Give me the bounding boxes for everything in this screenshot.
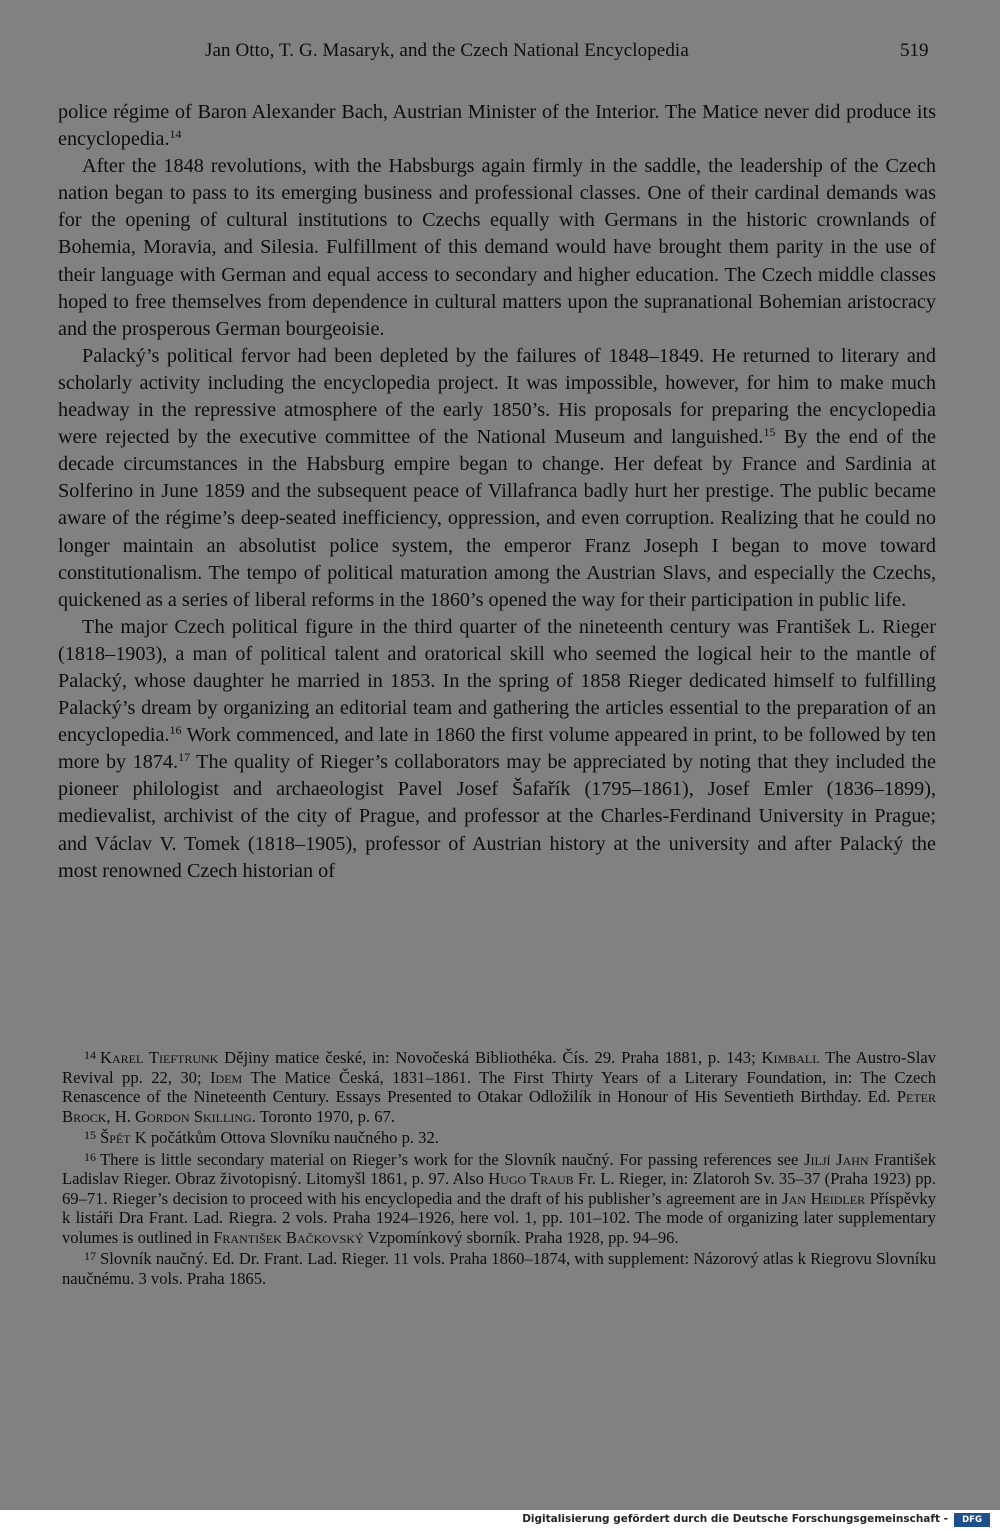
author-name: Špét <box>100 1128 131 1147</box>
footnote-text: Příspěvky k listáři Dra Frant. Lad. Riegra. 2 vols. Praha 1924–1926, here vol. 1, pp. 101–102. The mode of organizing later supplementary volumes is outlined in <box>62 1188 936 1247</box>
author-name: Jiljí Jahn <box>804 1149 869 1169</box>
footnote-text: Fr. L. Rieger, in: Zlatoroh Sv. 35–37 (Praha 1923) pp. 69–71. Rieger’s decision to proceed with his encyclopedia and the draft of his publisher’s agreement are in <box>62 1169 936 1208</box>
footnote-ref: 15 <box>763 425 776 440</box>
footnote-text: František Ladislav Rieger. Obraz životopisný. Litomyšl 1861, p. 97. Also <box>62 1149 936 1188</box>
author-name: Jan Heidler <box>782 1188 866 1208</box>
author-name: Peter Brock, H. Gordon Skilling <box>62 1087 936 1126</box>
footnote-text: There is little secondary material on Rieger’s work for the Slovník naučný. For passing references see <box>100 1149 805 1169</box>
footnote-15 <box>62 1126 936 1148</box>
footnote-16 <box>62 1148 936 1248</box>
paragraph <box>58 99 936 153</box>
footnote-text: The Matice Česká, 1831–1861. The First Thirty Years of a Literary Foundation, in: The Czech Renascence of the Nineteenth Century. Essays Presented to Otakar Odložilík in Honour of His Seventieth Birthday. Ed. <box>62 1067 936 1106</box>
footnote-number: 16 <box>84 1149 96 1164</box>
author-name: Kimball <box>761 1048 820 1067</box>
main-text <box>58 99 936 885</box>
footnote-text: Vzpomínkový sborník. Praha 1928, pp. 94–96. <box>363 1227 679 1247</box>
paragraph-text: The major Czech political figure in the third quarter of the nineteenth century was František L. Rieger (1818–1903), a man of political talent and oratorical skill who seemed the logical heir to the mantle of Palacký, whose daughter he married in 1853. In the spring of 1858 Rieger dedicated himself to fulfilling Palacký’s dream by organizing an editorial team and gathering the articles essential to the preparation of an encyclopedia. <box>58 615 936 747</box>
footnote-ref: 17 <box>178 750 191 765</box>
paragraph <box>58 614 936 885</box>
paragraph-text: The quality of Rieger’s collaborators may be appreciated by noting that they included the pioneer philologist and archaeologist Pavel Josef Šafařík (1795–1861), Josef Emler (1836–1899), medievalist, archivist of the city of Prague, and professor at the Charles-Ferdinand University in Prague; and Václav V. Tomek (1818–1905), professor of Austrian history at the university and after Palacký the most renowned Czech historian of <box>58 751 936 882</box>
paragraph-text: By the end of the decade circumstances in the Habsburg empire began to change. Her defeat by France and Sardinia at Solferino in June 1859 and the subsequent peace of Villafranca badly hurt her prestige. The public became aware of the régime’s deep-seated inefficiency, oppression, and even corruption. Realizing that he could no longer maintain an absolutist police system, the emperor Franz Joseph I began to move toward constitutionalism. The tempo of political maturation among the Austrian Slavs, and especially the Czechs, quickened as a series of liberal reforms in the 1860’s opened the way for their participation in public life. <box>58 426 937 611</box>
paragraph-text: police régime of Baron Alexander Bach, Austrian Minister of the Interior. The Matice never did produce its encyclopedia. <box>58 101 936 151</box>
page-number: 519 <box>900 40 929 61</box>
footnotes <box>62 1046 936 1288</box>
footnote-ref: 14 <box>169 127 182 142</box>
footnote-number: 14 <box>84 1048 96 1062</box>
footnote-text: Dějiny matice české, in: Novočeská Bibliothéka. Čís. 29. Praha 1881, p. 143; <box>218 1048 762 1067</box>
paragraph <box>58 343 936 614</box>
paragraph-text: Work commenced, and late in 1860 the first volume appeared in print, to be followed by ten more by 1874. <box>58 724 936 774</box>
author-name: Hugo Traub <box>488 1169 574 1188</box>
digitization-credit: Digitalisierung gefördert durch die Deutsche Forschungsgemeinschaft - <box>522 1513 948 1525</box>
footnote-text: The Austro-Slav Revival pp. 22, 30; <box>62 1048 936 1087</box>
footnote-14 <box>62 1046 936 1126</box>
footnote-number: 15 <box>84 1128 96 1142</box>
paragraph-text: Palacký’s political fervor had been depleted by the failures of 1848–1849. He returned to literary and scholarly activity including the encyclopedia project. It was impossible, however, for him to make much headway in the repressive atmosphere of the early 1850’s. His proposals for preparing the encyclopedia were rejected by the executive committee of the National Museum and languished. <box>58 344 936 449</box>
author-name: Karel Tieftrunk <box>100 1048 219 1067</box>
footnote-17 <box>62 1247 936 1288</box>
running-title: Jan Otto, T. G. Masaryk, and the Czech National Encyclopedia <box>205 40 689 61</box>
footnote-number: 17 <box>84 1249 96 1263</box>
author-name: Idem <box>210 1067 243 1087</box>
footnote-text: Slovník naučný. Ed. Dr. Frant. Lad. Rieger. 11 vols. Praha 1860–1874, with supplement: Názorový atlas k Riegrovu Slovníku naučnému. 3 vols. Praha 1865. <box>62 1249 936 1288</box>
paragraph: After the 1848 revolutions, with the Habsburgs again firmly in the saddle, the leadership of the Czech nation began to pass to its emerging business and professional classes. One of their cardinal demands was for the opening of cultural institutions to Czechs equally with Germans in the historic crownlands of Bohemia, Moravia, and Silesia. Fulfillment of this demand would have brought them parity in the use of their language with German and equal access to secondary and higher education. The Czech middle classes hoped to free themselves from dependence in cultural matters upon the supranational Bohemian aristocracy and the prosperous German bourgeoisie. <box>58 155 936 340</box>
author-name: František Bačkovský <box>213 1227 364 1247</box>
digitization-credit-bar <box>0 1510 1000 1531</box>
dfg-logo[interactable]: DFG <box>954 1513 990 1527</box>
footnote-ref: 16 <box>169 723 182 738</box>
footnote-text: . Toronto 1970, p. 67. <box>251 1106 395 1126</box>
footnote-text: K počátkům Ottova Slovníku naučného p. 32. <box>130 1128 439 1147</box>
